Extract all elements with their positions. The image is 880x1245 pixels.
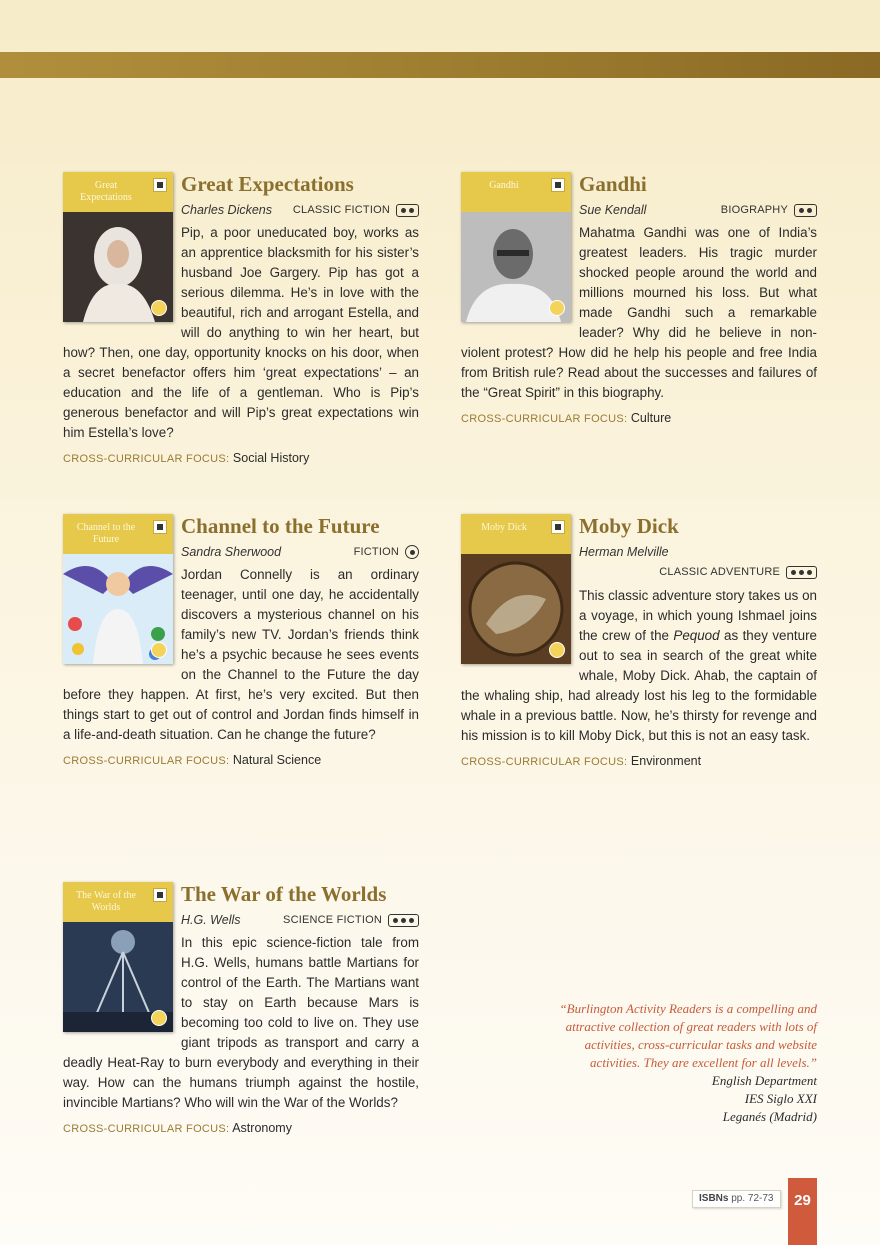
focus-label: CROSS-CURRICULAR FOCUS: bbox=[461, 413, 628, 425]
book-cover-war-of-the-worlds bbox=[63, 882, 173, 1032]
book-title: The War of the Worlds bbox=[181, 882, 387, 906]
book-description: Pip, a poor uneducated boy, works as an apprentice blacksmith for his sister’s husband Joe Gargery. Pip has got a serious dilemma. He’s in love with the beautiful, rich and arrogant Estella, and will do anything to win her heart, but how? Then, one day, opportunity knocks on his door, when a secret benefactor offers him ‘great expectations’ – an education and the life of a gentleman. Who is Pip’s generous benefactor and will Pip’s great expectations win him Estella’s love? bbox=[63, 225, 419, 440]
focus-label: CROSS-CURRICULAR FOCUS: bbox=[63, 755, 230, 767]
book-meta bbox=[579, 542, 817, 562]
book-description: In this epic science-fiction tale from H.G. Wells, humans battle Martians for control of the Earth. The Martians want to stay on Earth because Mars is becoming too cold to live on. They use giant tripods as transport and carry a deadly Heat-Ray to burn everybody and everything in their way. How can the humans triumph against the hostile, invincible Martians? Who will win the War of the Worlds? bbox=[63, 935, 419, 1110]
focus-label: CROSS-CURRICULAR FOCUS: bbox=[63, 1123, 230, 1135]
level-badge-icon bbox=[151, 642, 167, 658]
level-dots-icon bbox=[388, 914, 419, 927]
series-logo-icon bbox=[551, 178, 565, 192]
cover-title: The War of the Worlds bbox=[76, 890, 136, 913]
cross-curricular-focus bbox=[461, 754, 817, 768]
cover-title: Great Expectations bbox=[80, 180, 132, 203]
focus-value: Social History bbox=[232, 451, 310, 465]
book-cover-great-expectations bbox=[63, 172, 173, 322]
book-author: H.G. Wells bbox=[181, 913, 241, 927]
header-band bbox=[0, 52, 880, 78]
focus-label: CROSS-CURRICULAR FOCUS: bbox=[63, 453, 230, 465]
isbn-pages: pp. 72-73 bbox=[731, 1193, 774, 1204]
ship-name: Pequod bbox=[673, 628, 720, 643]
book-title: Gandhi bbox=[579, 172, 647, 196]
level-dots-icon bbox=[405, 545, 419, 559]
level-dots-icon bbox=[786, 566, 817, 579]
level-badge-icon bbox=[151, 300, 167, 316]
series-logo-icon bbox=[153, 888, 167, 902]
focus-value: Environment bbox=[630, 754, 702, 768]
description-part-2: as they venture out to sea in search of the great white whale, Moby Dick. Ahab, the captain of the whaling ship, had already lost his leg to the formidable whale in a previous battle. Now, he’s thirsty for revenge and his mission is to kill Moby Dick, but this is not an easy task. bbox=[461, 628, 817, 743]
level-badge-icon bbox=[151, 1010, 167, 1026]
cover-title: Gandhi bbox=[489, 180, 519, 191]
book-description: Jordan Connelly is an ordinary teenager, until one day, he accidentally discovers a mysterious channel on his family’s new TV. Jordan’s friends think he’s a psychic because he sees events on the Channel to the Future the day before they happen. At first, he’s very excited. But then things start to get out of control and Jordan finds himself in a life-and-death situation. Can he change the future? bbox=[63, 567, 419, 742]
book-cover-channel-to-the-future bbox=[63, 514, 173, 664]
level-dots-icon bbox=[794, 204, 817, 217]
cover-title: Moby Dick bbox=[481, 522, 527, 533]
book-meta bbox=[181, 910, 419, 930]
description-part-1: This classic adventure story takes us on a voyage, in which young Ishmael joins the crew of the bbox=[579, 588, 817, 643]
cross-curricular-focus bbox=[461, 411, 817, 425]
level-badge-icon bbox=[549, 642, 565, 658]
book-entry-gandhi bbox=[461, 172, 817, 425]
quote-source-location: Leganés (Madrid) bbox=[722, 1109, 817, 1124]
book-cover-gandhi bbox=[461, 172, 571, 322]
cross-curricular-focus bbox=[63, 1121, 419, 1135]
book-entry-moby-dick bbox=[461, 514, 817, 768]
series-logo-icon bbox=[153, 520, 167, 534]
focus-value: Astronomy bbox=[232, 1121, 292, 1135]
book-author: Charles Dickens bbox=[181, 203, 273, 217]
book-description: Mahatma Gandhi was one of India’s greatest leaders. His tragic murder shocked people around the world and millions mourned his loss. But what made Gandhi such a remarkable leader? Why did he believe in non-violent protest? How did he help his people and free India from British rule? Read about the successes and failures of the “Great Spirit” in this biography. bbox=[461, 225, 817, 400]
book-genre: BIOGRAPHY bbox=[720, 204, 788, 216]
book-author: Sandra Sherwood bbox=[181, 545, 282, 559]
cross-curricular-focus bbox=[63, 753, 419, 767]
series-logo-icon bbox=[153, 178, 167, 192]
isbn-reference bbox=[692, 1190, 781, 1208]
book-entry-channel-to-the-future bbox=[63, 514, 419, 767]
quote-source-department: English Department bbox=[711, 1073, 817, 1088]
book-genre-row bbox=[579, 562, 817, 582]
cover-title: Channel to the Future bbox=[76, 522, 136, 545]
book-title: Channel to the Future bbox=[181, 514, 380, 538]
series-logo-icon bbox=[551, 520, 565, 534]
level-badge-icon bbox=[549, 300, 565, 316]
book-author: Sue Kendall bbox=[579, 203, 647, 217]
book-genre: CLASSIC FICTION bbox=[292, 204, 390, 216]
book-genre: FICTION bbox=[353, 546, 399, 558]
book-genre: SCIENCE FICTION bbox=[283, 914, 382, 926]
book-cover-moby-dick bbox=[461, 514, 571, 664]
testimonial-quote bbox=[540, 1000, 817, 1126]
book-meta bbox=[181, 200, 419, 220]
book-title: Moby Dick bbox=[579, 514, 679, 538]
book-author: Herman Melville bbox=[579, 545, 669, 559]
book-meta bbox=[579, 200, 817, 220]
book-title: Great Expectations bbox=[181, 172, 354, 196]
focus-label: CROSS-CURRICULAR FOCUS: bbox=[461, 756, 628, 768]
focus-value: Culture bbox=[630, 411, 672, 425]
cross-curricular-focus bbox=[63, 451, 419, 465]
isbn-label: ISBNs bbox=[699, 1193, 729, 1204]
page-number: 29 bbox=[788, 1178, 817, 1245]
book-genre: CLASSIC ADVENTURE bbox=[659, 566, 780, 578]
level-dots-icon bbox=[396, 204, 419, 217]
book-entry-great-expectations bbox=[63, 172, 419, 465]
book-meta bbox=[181, 542, 419, 562]
quote-text: “Burlington Activity Readers is a compelling and attractive collection of great readers with lots of activities, cross-curricular tasks and website activities. They are excellent for all levels.” bbox=[559, 1001, 817, 1070]
quote-source-school: IES Siglo XXI bbox=[744, 1091, 817, 1106]
book-entry-war-of-the-worlds bbox=[63, 882, 419, 1135]
focus-value: Natural Science bbox=[232, 753, 322, 767]
